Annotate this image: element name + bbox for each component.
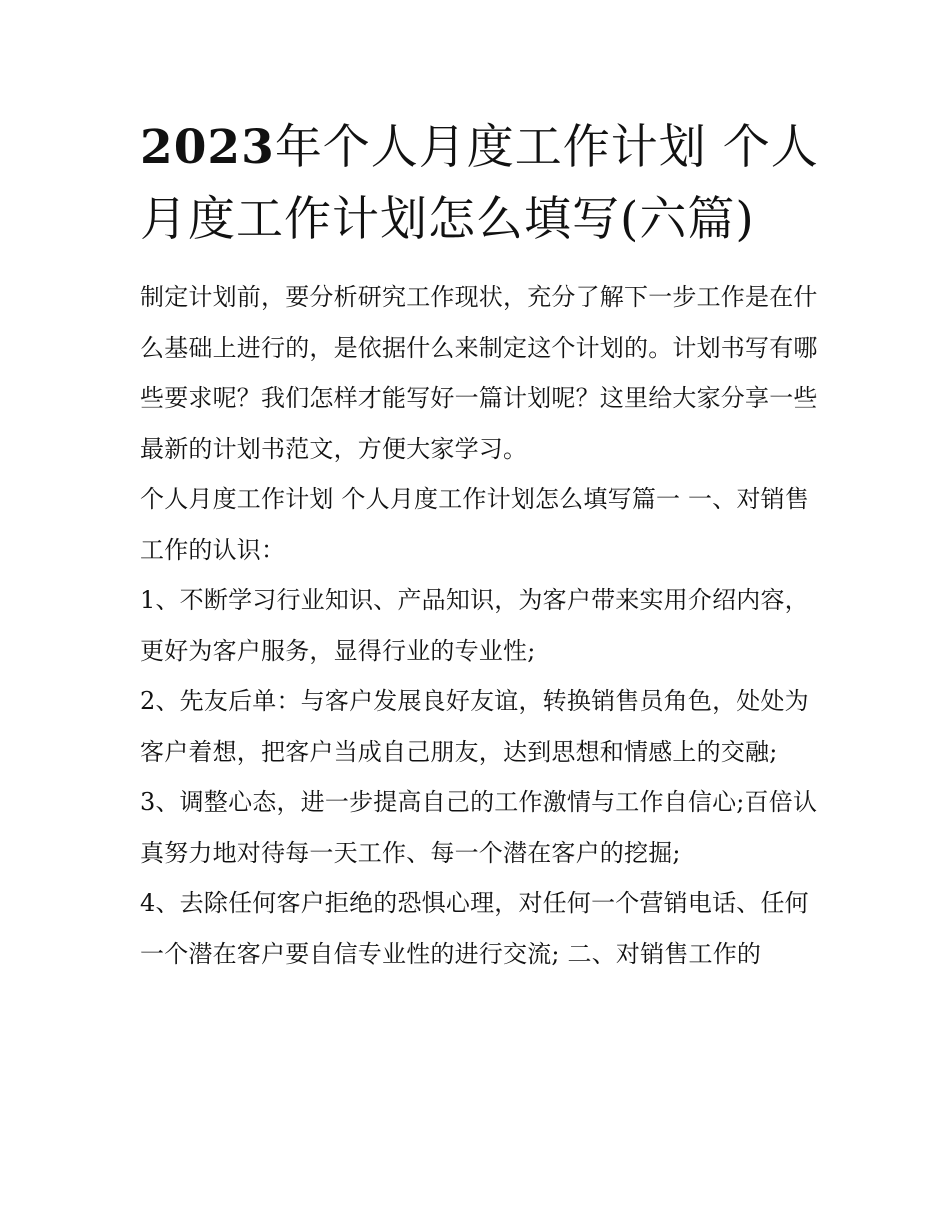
title-text: 年个人月度工作计划 个人月度工作计划怎么填写(六篇) xyxy=(140,120,819,247)
intro-paragraph: 制定计划前，要分析研究工作现状，充分了解下一步工作是在什么基础上进行的，是依据什么来制定这个计划的。计划书写有哪些要求呢？我们怎样才能写好一篇计划呢？这里给大家分享一些最新的计划书范文，方便大家学习。 xyxy=(140,283,818,463)
list-item-1: 1、不断学习行业知识、产品知识，为客户带来实用介绍内容，更好为客户服务，显得行业的专业性; xyxy=(140,586,809,665)
list-item-2: 2、先友后单：与客户发展良好友谊，转换销售员角色，处处为客户着想，把客户当成自己朋友，达到思想和情感上的交融; xyxy=(140,687,809,766)
title-year: 2023 xyxy=(140,120,275,175)
list-item-3: 3、调整心态，进一步提高自己的工作激情与工作自信心;百倍认真努力地对待每一天工作、每一个潜在客户的挖掘; xyxy=(140,788,818,867)
list-item-4: 4、去除任何客户拒绝的恐惧心理，对任何一个营销电话、任何一个潜在客户要自信专业性的进行交流; 二、对销售工作的 xyxy=(140,889,809,968)
document-title xyxy=(140,112,820,256)
section-heading-paragraph: 个人月度工作计划 个人月度工作计划怎么填写篇一 一、对销售工作的认识： xyxy=(140,485,810,564)
document-content xyxy=(140,112,820,979)
